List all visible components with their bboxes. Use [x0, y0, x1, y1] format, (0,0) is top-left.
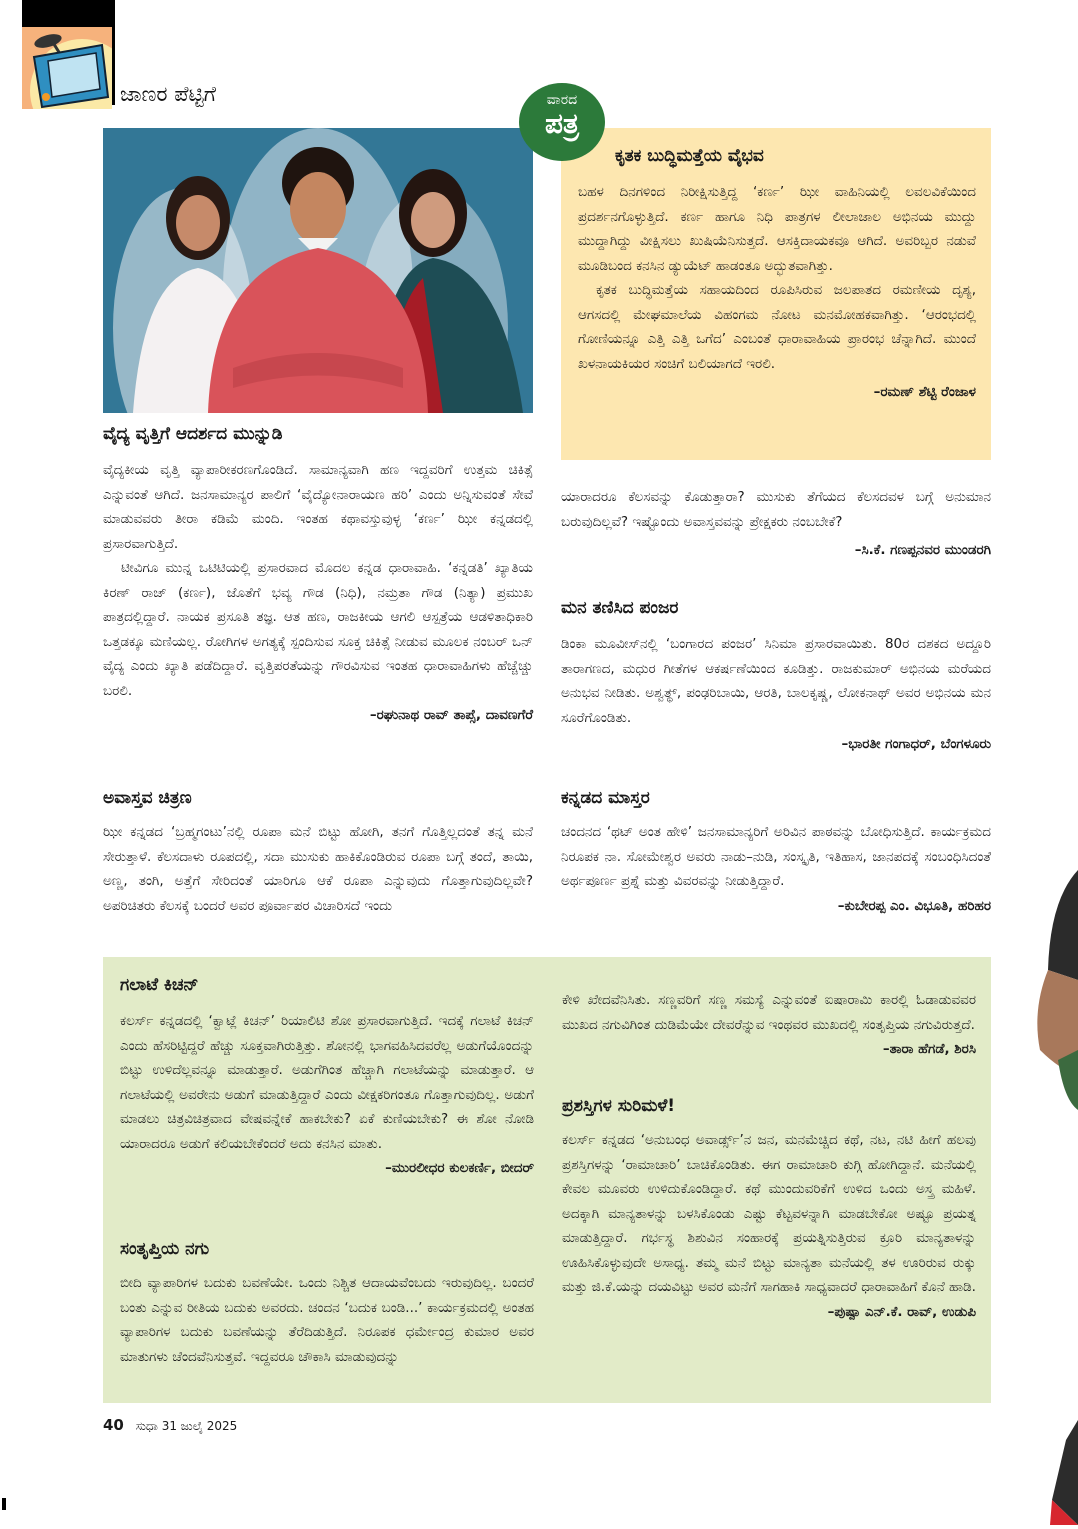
letter-paragraph: ಟೀವಿಗೂ ಮುನ್ನ ಒಟಿಟಿಯಲ್ಲಿ ಪ್ರಸಾರವಾದ ಮೊದಲ ಕನ್ನಡ ಧಾರಾವಾಹಿ. ‘ಕನ್ನಡತಿ’ ಖ್ಯಾತಿಯ ಕಿರಣ್ ರಾಜ್ (ಕರ್ಣ), ಜೊತೆಗೆ ಭವ್ಯ ಗೌಡ (ನಿಧಿ), ನಮ್ರತಾ ಗೌಡ (ನಿತ್ಯಾ) ಪ್ರಮುಖ ಪಾತ್ರದಲ್ಲಿದ್ದಾರೆ. ನಾಯಕ ಪ್ರಸೂತಿ ತಜ್ಞ. ಆತ ಹಣ, ರಾಜಕೀಯ ಆಗಲಿ ಆಸ್ಪತ್ರೆಯ ಆಡಳಿತಾಧಿಕಾರಿ ಒತ್ತಡಕ್ಕೂ ಮಣಿಯಲ್ಲ. ರೋಗಿಗಳ ಅಗತ್ಯಕ್ಕೆ ಸ್ಪಂದಿಸುವ ಸೂಕ್ತ ಚಿಕಿತ್ಸೆ ನೀಡುವ ಮೂಲಕ ನಂಬರ್ ಒನ್ ವೈದ್ಯ ಎಂದು ಖ್ಯಾತಿ ಪಡೆದಿದ್ದಾರೆ. ವೃತ್ತಿಪರತೆಯನ್ನು ಗೌರವಿಸುವ ಇಂತಹ ಧಾರಾವಾಹಿಗಳು ಹೆಚ್ಚೆಚ್ಚು ಬರಲಿ.	[103, 560, 533, 699]
letter	[120, 1237, 534, 1369]
badge-line1: ವಾರದ	[546, 92, 578, 108]
letter	[561, 596, 991, 757]
letter-heading: ಅವಾಸ್ತವ ಚಿತ್ರಣ	[103, 788, 192, 808]
letter-featured	[578, 144, 976, 405]
letter-heading: ವೈದ್ಯ ವೃತ್ತಿಗೆ ಆದರ್ಶದ ಮುನ್ನುಡಿ	[103, 424, 283, 444]
letter-signature: –ಕುಬೇರಪ್ಪ ಎಂ. ವಿಭೂತಿ, ಹರಿಹರ	[837, 897, 991, 914]
page-number: 40	[103, 1416, 124, 1434]
letter-paragraph: ಕಲರ್ಸ್ ಕನ್ನಡದ ‘ಅನುಬಂಧ ಅವಾರ್ಡ್ಸ್’ನ ಜನ, ಮನಮೆಚ್ಚಿದ ಕಥೆ, ನಟ, ನಟಿ ಹೀಗೆ ಹಲವು ಪ್ರಶಸ್ತಿಗಳನ್ನು ‘ರಾಮಾಚಾರಿ’ ಬಾಚಿಕೊಂಡಿತು. ಈಗ ರಾಮಾಚಾರಿ ಕುಗ್ಗಿ ಹೋಗಿದ್ದಾನೆ. ಮನೆಯಲ್ಲಿ ಕೇವಲ ಮೂವರು ಉಳಿದುಕೊಂಡಿದ್ದಾರೆ. ಕಥೆ ಮುಂದುವರಿಕೆಗೆ ಉಳಿದ ಒಂದು ಅಸ್ತ್ರ ಮಹಿಳೆ. ಅದಕ್ಕಾಗಿ ಮಾನ್ಯತಾಳನ್ನು ಬಳಸಿಕೊಂಡು ಎಷ್ಟು ಕೆಟ್ಟವಳನ್ನಾಗಿ ಮಾಡಬೇಕೋ ಅಷ್ಟೂ ಪ್ರಯತ್ನ ಮಾಡುತ್ತಿದ್ದಾರೆ. ಗರ್ಭಸ್ಥ ಶಿಶುವಿನ ಸಂಹಾರಕ್ಕೆ ಪ್ರಯತ್ನಿಸುತ್ತಿರುವ ಕ್ರೂರಿ ಮಾನ್ಯತಾಳನ್ನು ಊಹಿಸಿಕೊಳ್ಳುವುದೇ ಅಸಾಧ್ಯ. ತಮ್ಮ ಮನೆ ಬಿಟ್ಟು ಮಾನ್ಯತಾ ಮನೆಯಲ್ಲಿ ತಳ ಊರಿರುವ ರುಕ್ಕು ಮತ್ತು ಜಿ.ಕೆ.ಯನ್ನು ದಯವಿಟ್ಟು ಅವರ ಮನೆಗೆ ಸಾಗಹಾಕಿ ಸಾಧ್ಯವಾದರೆ ಧಾರಾವಾಹಿಗೆ ಕೊನೆ ಹಾಡಿ.	[562, 1132, 976, 1295]
letter	[103, 422, 533, 728]
letter-continued	[562, 988, 976, 1062]
letter-paragraph: ಕೇಳಿ ಖೇದವೆನಿಸಿತು. ಸಣ್ಣವರಿಗೆ ಸಣ್ಣ ಸಮಸ್ಯೆ ಎನ್ನುವಂತೆ ಐಷಾರಾಮಿ ಕಾರಲ್ಲಿ ಓಡಾಡುವವರ ಮುಖದ ನಗುವಿಗಿಂತ ದುಡಿಮೆಯೇ ದೇವರೆನ್ನುವ ಇಂಥವರ ಮುಖದಲ್ಲಿ ಸಂತೃಪ್ತಿಯ ನಗುವಿರುತ್ತದೆ.	[562, 992, 976, 1033]
weekly-letters-badge	[519, 83, 605, 161]
letter-paragraph: ಯಾರಾದರೂ ಕೆಲಸವನ್ನು ಕೊಡುತ್ತಾರಾ? ಮುಸುಕು ತೆಗೆಯದ ಕೆಲಸದವಳ ಬಗ್ಗೆ ಅನುಮಾನ ಬರುವುದಿಲ್ಲವೆ? ಇಷ್ಟೊಂದು ಅವಾಸ್ತವವನ್ನು ಪ್ರೇಕ್ಷಕರು ನಂಬಬೇಕೆ?	[561, 489, 991, 530]
letter-signature: –ಮುರಲೀಧರ ಕುಲಕರ್ಣಿ, ಬೀದರ್	[385, 1160, 534, 1176]
letter	[561, 786, 991, 918]
letter-signature: –ಭಾರತೀ ಗಂಗಾಧರ್, ಬೆಂಗಳೂರು	[841, 736, 991, 752]
letter	[120, 973, 534, 1181]
letter-heading: ಪ್ರಶಸ್ತಿಗಳ ಸುರಿಮಳೆ!	[562, 1096, 676, 1116]
badge-line2: ಪತ್ರ	[545, 107, 579, 140]
letter-signature: –ರಘುನಾಥ ರಾವ್ ತಾಪ್ಸೆ, ದಾವಣಗೆರೆ	[369, 707, 533, 723]
letter-signature: –ತಾರಾ ಹೆಗಡೆ, ಶಿರಸಿ	[882, 1041, 976, 1057]
letter-heading: ಗಲಾಟೆ ಕಿಚನ್	[120, 975, 199, 995]
letter-heading: ಕನ್ನಡದ ಮಾಸ್ತರ	[561, 788, 650, 808]
letter	[103, 786, 533, 918]
publication-name: ಸುಧಾ	[135, 1419, 158, 1433]
letter-signature: –ಪುಷ್ಪಾ ಎನ್.ಕೆ. ರಾವ್, ಉಡುಪಿ	[827, 1303, 976, 1320]
letter-paragraph: ಝೀ ಕನ್ನಡದ ‘ಬ್ರಹ್ಮಗಂಟು’ನಲ್ಲಿ ರೂಪಾ ಮನೆ ಬಿಟ್ಟು ಹೋಗಿ, ತನಗೆ ಗೊತ್ತಿಲ್ಲದಂತೆ ತನ್ನ ಮನೆ ಸೇರುತ್ತಾಳೆ. ಕೆಲಸದಾಳು ರೂಪದಲ್ಲಿ, ಸದಾ ಮುಸುಕು ಹಾಕಿಕೊಂಡಿರುವ ರೂಪಾ ಬಗ್ಗೆ ತಂದೆ, ತಾಯಿ, ಅಣ್ಣ, ತಂಗಿ, ಅತ್ತೆಗೆ ಸೇರಿದಂತೆ ಯಾರಿಗೂ ಆಕೆ ರೂಪಾ ಎನ್ನುವುದು ಗೊತ್ತಾಗುವುದಿಲ್ಲವೇ? ಅಪರಿಚಿತರು ಕೆಲಸಕ್ಕೆ ಬಂದರೆ ಅವರ ಪೂರ್ವಾಪರ ವಿಚಾರಿಸದೆ ಇಂದು	[103, 824, 533, 914]
letter-paragraph: ಬಹಳ ದಿನಗಳಿಂದ ನಿರೀಕ್ಷಿಸುತ್ತಿದ್ದ ‘ಕರ್ಣ’ ಝೀ ವಾಹಿನಿಯಲ್ಲಿ ಲವಲವಿಕೆಯಿಂದ ಪ್ರದರ್ಶನಗೊಳ್ಳುತ್ತಿದೆ. ಕರ್ಣ ಹಾಗೂ ನಿಧಿ ಪಾತ್ರಗಳ ಲೀಲಾಜಾಲ ಅಭಿನಯ ಮುದ್ದು ಮುದ್ದಾಗಿದ್ದು ವೀಕ್ಷಿಸಲು ಖುಷಿಯೆನಿಸುತ್ತದೆ. ಆಸಕ್ತಿದಾಯಕವೂ ಆಗಿದೆ. ಅವರಿಬ್ಬರ ನಡುವೆ ಮೂಡಿಬಂದ ಕನಸಿನ ಡ್ಯುಯೆಟ್ ಹಾಡಂತೂ ಅದ್ಭುತವಾಗಿತ್ತು.	[578, 184, 976, 274]
page-footer	[103, 1416, 237, 1434]
letter-heading: ಸಂತೃಪ್ತಿಯ ನಗು	[120, 1239, 210, 1259]
letter	[562, 1094, 976, 1324]
issue-date: 31 ಜುಲೈ 2025	[161, 1419, 238, 1433]
letter-paragraph: ಬೀದಿ ವ್ಯಾಪಾರಿಗಳ ಬದುಕು ಬವಣೆಯೇ. ಒಂದು ನಿಶ್ಚಿತ ಆದಾಯವೆಂಬದು ಇರುವುದಿಲ್ಲ. ಬಂದರೆ ಬಂತು ಎನ್ನುವ ರೀತಿಯ ಬದುಕು ಅವರದು. ಚಂದನ ‘ಬದುಕ ಬಂಡಿ...’ ಕಾರ್ಯಕ್ರಮದಲ್ಲಿ ಅಂತಹ ವ್ಯಾಪಾರಿಗಳ ಬದುಕು ಬವಣೆಯನ್ನು ತೆರೆದಿಡುತ್ತಿದೆ. ನಿರೂಪಕ ಧರ್ಮೇಂದ್ರ ಕುಮಾರ ಅವರ ಮಾತುಗಳು ಚೆಂದವೆನಿಸುತ್ತವೆ. ಇದ್ದವರೂ ಚೌಕಾಸಿ ಮಾಡುವುದನ್ನು	[120, 1275, 534, 1365]
tv-icon	[22, 27, 112, 109]
crop-mark	[2, 1498, 6, 1510]
letter-paragraph: ಕಲರ್ಸ್ ಕನ್ನಡದಲ್ಲಿ ‘ಕ್ವಾಟ್ಲೆ ಕಿಚನ್’ ರಿಯಾಲಿಟಿ ಶೋ ಪ್ರಸಾರವಾಗುತ್ತಿದೆ. ಇದಕ್ಕೆ ಗಲಾಟೆ ಕಿಚನ್ ಎಂದು ಹೆಸರಿಟ್ಟಿದ್ದರೆ ಹೆಚ್ಚು ಸೂಕ್ತವಾಗಿರುತ್ತಿತ್ತು. ಶೋನಲ್ಲಿ ಭಾಗವಹಿಸಿದವರೆಲ್ಲ ಅಡುಗೆಯೊಂದನ್ನು ಬಿಟ್ಟು ಉಳಿದೆಲ್ಲವನ್ನೂ ಮಾಡುತ್ತಾರೆ. ಅಡುಗೆಗಿಂತ ಹೆಚ್ಚಾಗಿ ಗಲಾಟೆಯನ್ನು ಮಾಡುತ್ತಾರೆ. ಆ ಗಲಾಟೆಯಲ್ಲಿ ಅವರೇನು ಅಡುಗೆ ಮಾಡುತ್ತಿದ್ದಾರೆ ಎಂದು ವೀಕ್ಷಕರಿಗಂತೂ ಗೊತ್ತಾಗುವುದಿಲ್ಲ. ಅಡುಗೆ ಮಾಡಲು ಚಿತ್ರವಿಚಿತ್ರವಾದ ವೇಷವನ್ನೇಕೆ ಹಾಕಬೇಕು? ಏಕೆ ಕುಣಿಯಬೇಕು? ಈ ಶೋ ನೋಡಿ ಯಾರಾದರೂ ಅಡುಗೆ ಕಲಿಯಬೇಕೆಂದರೆ ಅದು ಕನಸಿನ ಮಾತು.	[120, 1013, 534, 1152]
letter-paragraph: ಚಂದನದ ‘ಥಟ್ ಅಂತ ಹೇಳಿ’ ಜನಸಾಮಾನ್ಯರಿಗೆ ಅರಿವಿನ ಪಾಠವನ್ನು ಬೋಧಿಸುತ್ತಿದೆ. ಕಾರ್ಯಕ್ರಮದ ನಿರೂಪಕ ನಾ. ಸೋಮೇಶ್ವರ ಅವರು ನಾಡು–ನುಡಿ, ಸಂಸ್ಕೃತಿ, ಇತಿಹಾಸ, ಜಾನಪದಕ್ಕೆ ಸಂಬಂಧಿಸಿದಂತೆ ಅರ್ಥಪೂರ್ಣ ಪ್ರಶ್ನೆ ಮತ್ತು ವಿವರವನ್ನು ನೀಡುತ್ತಿದ್ದಾರೆ.	[561, 824, 991, 889]
section-title: ಜಾಣರ ಪೆಟ್ಟಿಗೆ	[120, 82, 216, 106]
person-photo-edge	[1030, 860, 1078, 1525]
serial-cast-photo	[103, 128, 533, 413]
letter-paragraph: ವೈದ್ಯಕೀಯ ವೃತ್ತಿ ವ್ಯಾಪಾರೀಕರಣಗೊಂಡಿದೆ. ಸಾಮಾನ್ಯವಾಗಿ ಹಣ ಇದ್ದವರಿಗೆ ಉತ್ತಮ ಚಿಕಿತ್ಸೆ ಎನ್ನುವಂತೆ ಆಗಿದೆ. ಜನಸಾಮಾನ್ಯರ ಪಾಲಿಗೆ ‘ವೈದ್ಯೋನಾರಾಯಣ ಹರಿ’ ಎಂದು ಅನ್ನಿಸುವಂತೆ ಸೇವೆ ಮಾಡುವವರು ತೀರಾ ಕಡಿಮೆ ಮಂದಿ. ಇಂತಹ ಕಥಾವಸ್ತುವುಳ್ಳ ‘ಕರ್ಣ’ ಝೀ ಕನ್ನಡದಲ್ಲಿ ಪ್ರಸಾರವಾಗುತ್ತಿದೆ.	[103, 462, 533, 552]
letter-heading: ಕೃತಕ ಬುದ್ಧಿಮತ್ತೆಯ ವೈಭವ	[615, 146, 764, 166]
letter-paragraph: ಕೃತಕ ಬುದ್ಧಿಮತ್ತೆಯ ಸಹಾಯದಿಂದ ರೂಪಿಸಿರುವ ಜಲಪಾತದ ರಮಣೀಯ ದೃಶ್ಯ, ಆಗಸದಲ್ಲಿ ಮೇಘಮಾಲೆಯ ವಿಹಂಗಮ ನೋಟ ಮನಮೋಹಕವಾಗಿತ್ತು. ‘ಆರಂಭದಲ್ಲಿ ಗೋಣಿಯನ್ನೂ ಎತ್ತಿ ಎತ್ತಿ ಒಗೆದ’ ಎಂಬಂತೆ ಧಾರಾವಾಹಿಯ ಪ್ರಾರಂಭ ಚೆನ್ನಾಗಿದೆ. ಮುಂದೆ ಖಳನಾಯಕಿಯರ ಸಂಚಿಗೆ ಬಲಿಯಾಗದೆ ಇರಲಿ.	[578, 282, 976, 372]
letter-paragraph: ಡಿಂಕಾ ಮೂವೀಸ್‌ನಲ್ಲಿ ‘ಬಂಗಾರದ ಪಂಜರ’ ಸಿನಿಮಾ ಪ್ರಸಾರವಾಯಿತು. 80ರ ದಶಕದ ಅದ್ದೂರಿ ತಾರಾಗಣದ, ಮಧುರ ಗೀತೆಗಳ ಆಕರ್ಷಣೆಯಿಂದ ಕೂಡಿತ್ತು. ರಾಜಕುಮಾರ್ ಅಭಿನಯ ಮರೆಯದ ಅನುಭವ ನೀಡಿತು. ಅಶ್ವತ್ಥ್, ಪಂಢರಿಬಾಯಿ, ಆರತಿ, ಬಾಲಕೃಷ್ಣ, ಲೋಕನಾಥ್ ಅವರ ಅಭಿನಯ ಮನ ಸೂರೆಗೊಂಡಿತು.	[561, 636, 991, 726]
letter-continued	[561, 485, 991, 563]
letter-signature: –ರಮಣ್ ಶೆಟ್ಟಿ ರೆಂಜಾಳ	[873, 384, 976, 400]
letter-signature: –ಸಿ.ಕೆ. ಗಣಪ್ಪನವರ ಮುಂಡರಗಿ	[854, 542, 991, 558]
letter-heading: ಮನ ತಣಿಸಿದ ಪಂಜರ	[561, 598, 679, 618]
